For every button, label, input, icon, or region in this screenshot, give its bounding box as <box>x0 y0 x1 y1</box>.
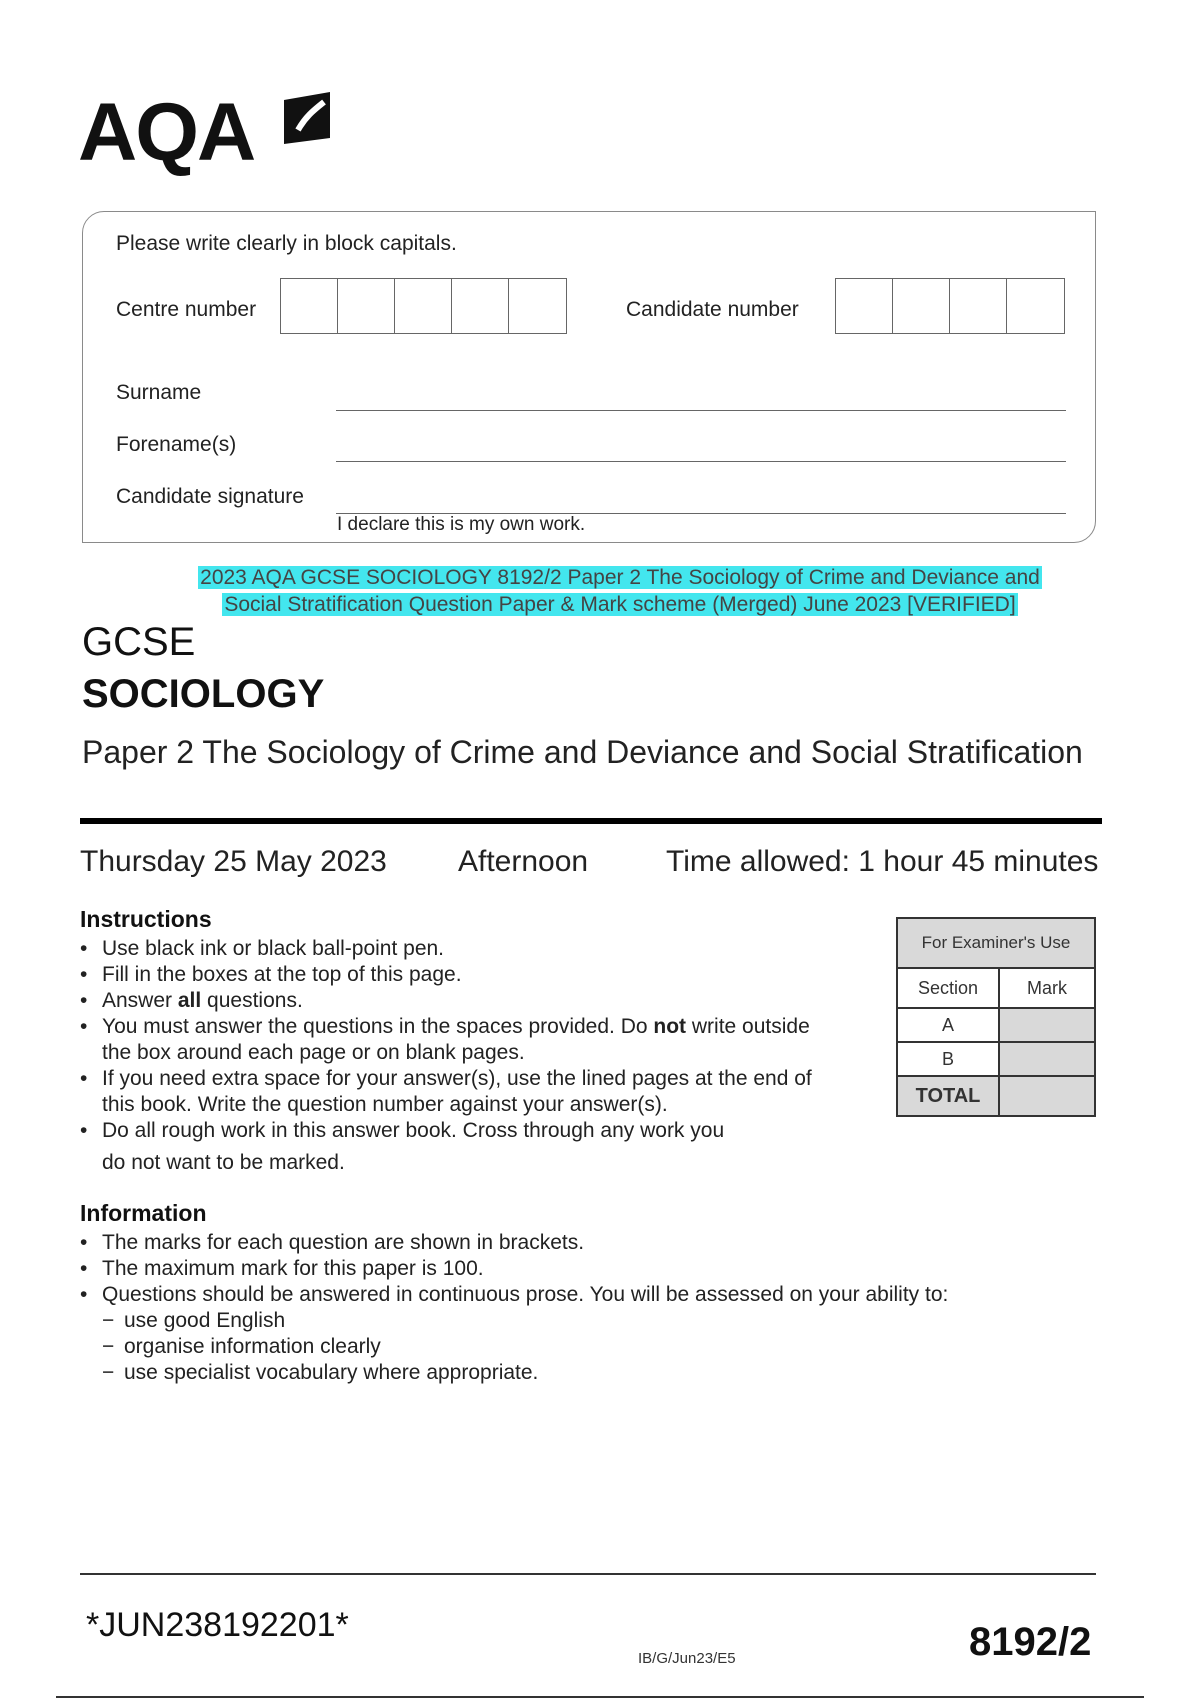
information-subitem: − use specialist vocabulary where appropriate. <box>80 1360 1100 1386</box>
instruction-item: • Answer all questions. <box>80 988 900 1014</box>
total-mark-cell <box>999 1076 1095 1116</box>
centre-number-digit[interactable] <box>509 279 566 333</box>
information-subitem: − use good English <box>80 1308 1100 1334</box>
candidate-number-digit[interactable] <box>950 279 1007 333</box>
section-a-mark-cell <box>999 1008 1095 1042</box>
candidate-number-digit[interactable] <box>1007 279 1064 333</box>
instruction-item: • Do all rough work in this answer book. Cross through any work you do not want to be marked. <box>80 1118 900 1176</box>
exam-session: Afternoon <box>458 845 589 878</box>
information-subitem: − organise information clearly <box>80 1334 1100 1360</box>
exam-date: Thursday 25 May 2023 <box>80 845 387 878</box>
title-divider <box>80 818 1102 824</box>
instruction-item: • Fill in the boxes at the top of this page. <box>80 962 900 988</box>
mark-column-header: Mark <box>999 968 1095 1008</box>
time-allowed: Time allowed: 1 hour 45 minutes <box>666 845 1099 878</box>
instructions-heading: Instructions <box>80 906 212 932</box>
centre-number-boxes[interactable] <box>280 278 567 334</box>
instructions-list <box>80 936 900 1176</box>
section-a-cell: A <box>897 1008 999 1042</box>
section-b-cell: B <box>897 1042 999 1076</box>
examiner-table-title: For Examiner's Use <box>897 918 1095 968</box>
information-item: • The marks for each question are shown in brackets. <box>80 1230 1100 1256</box>
declaration-text: I declare this is my own work. <box>337 514 586 535</box>
candidate-number-digit[interactable] <box>893 279 950 333</box>
section-b-mark-cell <box>999 1042 1095 1076</box>
block-capitals-instruction: Please write clearly in block capitals. <box>116 232 457 255</box>
banner-line-2: Social Stratification Question Paper & Mark scheme (Merged) June 2023 [VERIFIED] <box>224 593 1016 616</box>
candidate-number-digit[interactable] <box>836 279 893 333</box>
information-heading: Information <box>80 1200 207 1226</box>
centre-number-digit[interactable] <box>395 279 452 333</box>
document-banner <box>160 564 1080 618</box>
centre-number-label: Centre number <box>116 298 257 321</box>
examiner-use-table <box>896 917 1096 1117</box>
forenames-field[interactable] <box>336 461 1066 462</box>
instruction-item: • Use black ink or black ball-point pen. <box>80 936 900 962</box>
paper-title: Paper 2 The Sociology of Crime and Deviance and Social Stratification <box>82 734 1083 770</box>
candidate-number-boxes[interactable] <box>835 278 1065 334</box>
instruction-item: • If you need extra space for your answer(s), use the lined pages at the end of this book. Write the question number against your answer(s). <box>80 1066 900 1118</box>
paper-code: 8192/2 <box>969 1620 1092 1664</box>
information-list <box>80 1230 1100 1386</box>
surname-label: Surname <box>116 381 202 404</box>
section-column-header: Section <box>897 968 999 1008</box>
banner-line-1: 2023 AQA GCSE SOCIOLOGY 8192/2 Paper 2 The Sociology of Crime and Deviance and <box>200 566 1040 589</box>
subject-title: SOCIOLOGY <box>82 672 325 716</box>
surname-field[interactable] <box>336 410 1066 411</box>
information-item: • The maximum mark for this paper is 100. <box>80 1256 1100 1282</box>
aqa-mark-icon <box>280 90 338 146</box>
document-reference: IB/G/Jun23/E5 <box>638 1650 736 1667</box>
footer-divider <box>80 1573 1096 1575</box>
aqa-logo-text: AQA <box>78 87 255 178</box>
centre-number-digit[interactable] <box>452 279 509 333</box>
qualification-title: GCSE <box>82 620 196 664</box>
total-label-cell: TOTAL <box>897 1076 999 1116</box>
page-bottom-rule <box>56 1696 1144 1698</box>
centre-number-digit[interactable] <box>281 279 338 333</box>
candidate-signature-label: Candidate signature <box>116 485 304 508</box>
candidate-number-label: Candidate number <box>626 298 799 321</box>
barcode-text: *JUN238192201* <box>86 1606 349 1644</box>
instruction-item: • You must answer the questions in the spaces provided. Do not write outside the box around each page or on blank pages. <box>80 1014 900 1066</box>
information-item: • Questions should be answered in continuous prose. You will be assessed on your ability to: <box>80 1282 1100 1308</box>
forenames-label: Forename(s) <box>116 433 237 456</box>
centre-number-digit[interactable] <box>338 279 395 333</box>
